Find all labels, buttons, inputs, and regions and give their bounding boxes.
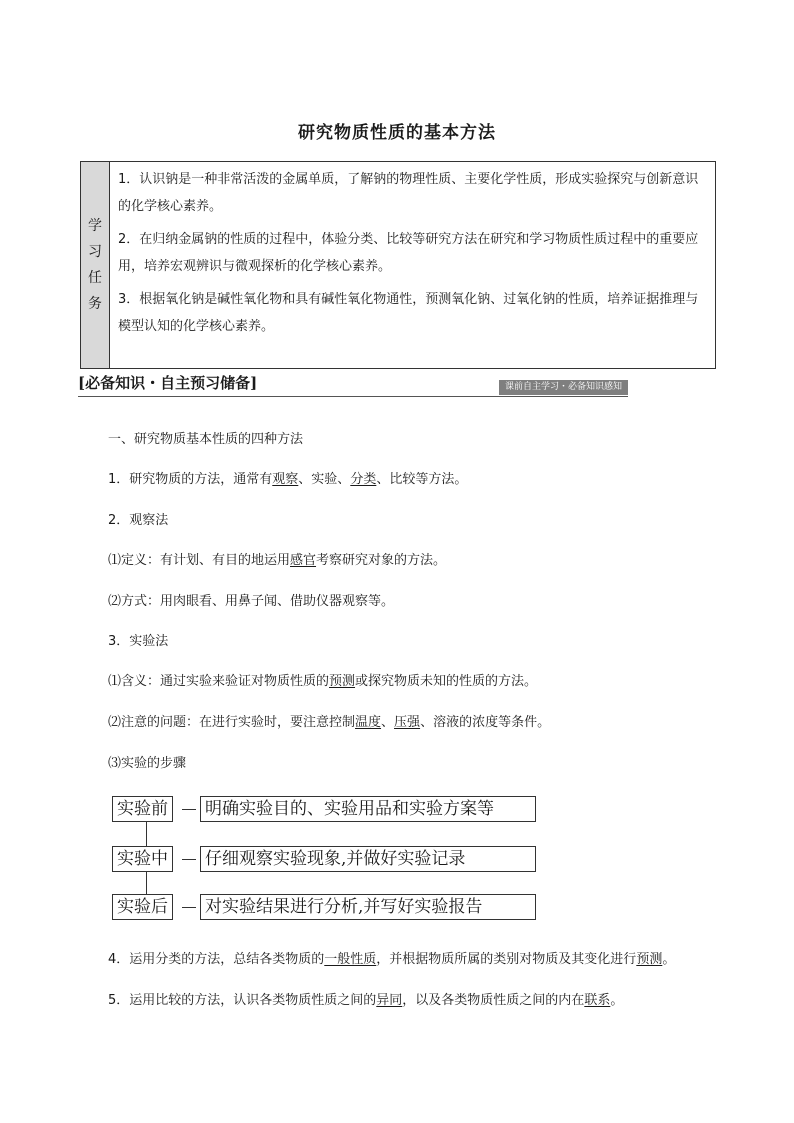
task-item: 2．在归纳金属钠的性质的过程中，体验分类、比较等研究方法在研究和学习物质性质过程中的重要应用，培养宏观辨识与微观探析的化学核心素养。 xyxy=(118,232,699,274)
section-header xyxy=(78,372,628,397)
task-table-header xyxy=(81,162,110,368)
answer-blank: 压强 xyxy=(394,715,421,730)
text-line: ⑵方式：用肉眼看、用鼻子闻、借助仪器观察等。 xyxy=(108,594,395,609)
answer-blank: 预测 xyxy=(636,952,663,967)
heading-four-methods: 一、研究物质基本性质的四种方法 xyxy=(108,432,304,447)
text-line: 5．运用比较的方法，认识各类物质性质之间的异同，以及各类物质性质之间的内在联系。 xyxy=(108,993,624,1008)
task-header-char: 任 xyxy=(88,270,102,286)
text-line: ⑶实验的步骤 xyxy=(108,756,187,771)
subheading-observation: 2．观察法 xyxy=(108,513,169,528)
text-line: ⑴含义：通过实验来验证对物质性质的预测或探究物质未知的性质的方法。 xyxy=(108,674,538,689)
task-header-char: 学 xyxy=(88,218,102,234)
text-line: ⑴定义：有计划、有目的地运用感官考察研究对象的方法。 xyxy=(108,553,447,568)
page-title: 研究物质性质的基本方法 xyxy=(298,123,496,143)
answer-blank: 分类 xyxy=(350,472,377,487)
answer-blank: 预测 xyxy=(329,674,356,689)
task-header-char: 习 xyxy=(88,244,102,260)
task-list xyxy=(110,162,715,368)
step-description: 仔细观察实验现象,并做好实验记录 xyxy=(200,846,536,872)
answer-blank: 温度 xyxy=(355,715,382,730)
step-description: 明确实验目的、实验用品和实验方案等 xyxy=(200,796,536,822)
section-title: [必备知识・自主预习储备] xyxy=(78,374,258,392)
task-item: 3．根据氧化钠是碱性氧化物和具有碱性氧化物通性，预测氧化钠、过氧化钠的性质，培养证据推理与模型认知的化学核心素养。 xyxy=(118,292,699,334)
section-tag: 课前自主学习・必备知识感知 xyxy=(499,380,628,395)
learning-tasks-table xyxy=(80,161,716,369)
step-description: 对实验结果进行分析,并写好实验报告 xyxy=(200,894,536,920)
experiment-steps-diagram xyxy=(112,796,536,920)
answer-blank: 异同 xyxy=(376,993,403,1008)
subheading-experiment: 3．实验法 xyxy=(108,634,169,649)
answer-blank: 感官 xyxy=(290,553,317,568)
text-line: 4．运用分类的方法，总结各类物质的一般性质，并根据物质所属的类别对物质及其变化进行预测。 xyxy=(108,952,676,967)
text-line: ⑵注意的问题：在进行实验时，要注意控制温度、压强、溶液的浓度等条件。 xyxy=(108,715,551,730)
answer-blank: 联系 xyxy=(584,993,611,1008)
step-box: 实验前 xyxy=(112,796,173,822)
text-line: 1．研究物质的方法，通常有观察、实验、分类、比较等方法。 xyxy=(108,472,468,487)
step-box: 实验中 xyxy=(112,846,173,872)
answer-blank: 观察 xyxy=(272,472,299,487)
step-box: 实验后 xyxy=(112,894,173,920)
task-header-char: 务 xyxy=(88,296,102,312)
task-item: 1．认识钠是一种非常活泼的金属单质，了解钠的物理性质、主要化学性质，形成实验探究与创新意识的化学核心素养。 xyxy=(118,172,699,214)
answer-blank: 一般性质 xyxy=(324,952,377,967)
